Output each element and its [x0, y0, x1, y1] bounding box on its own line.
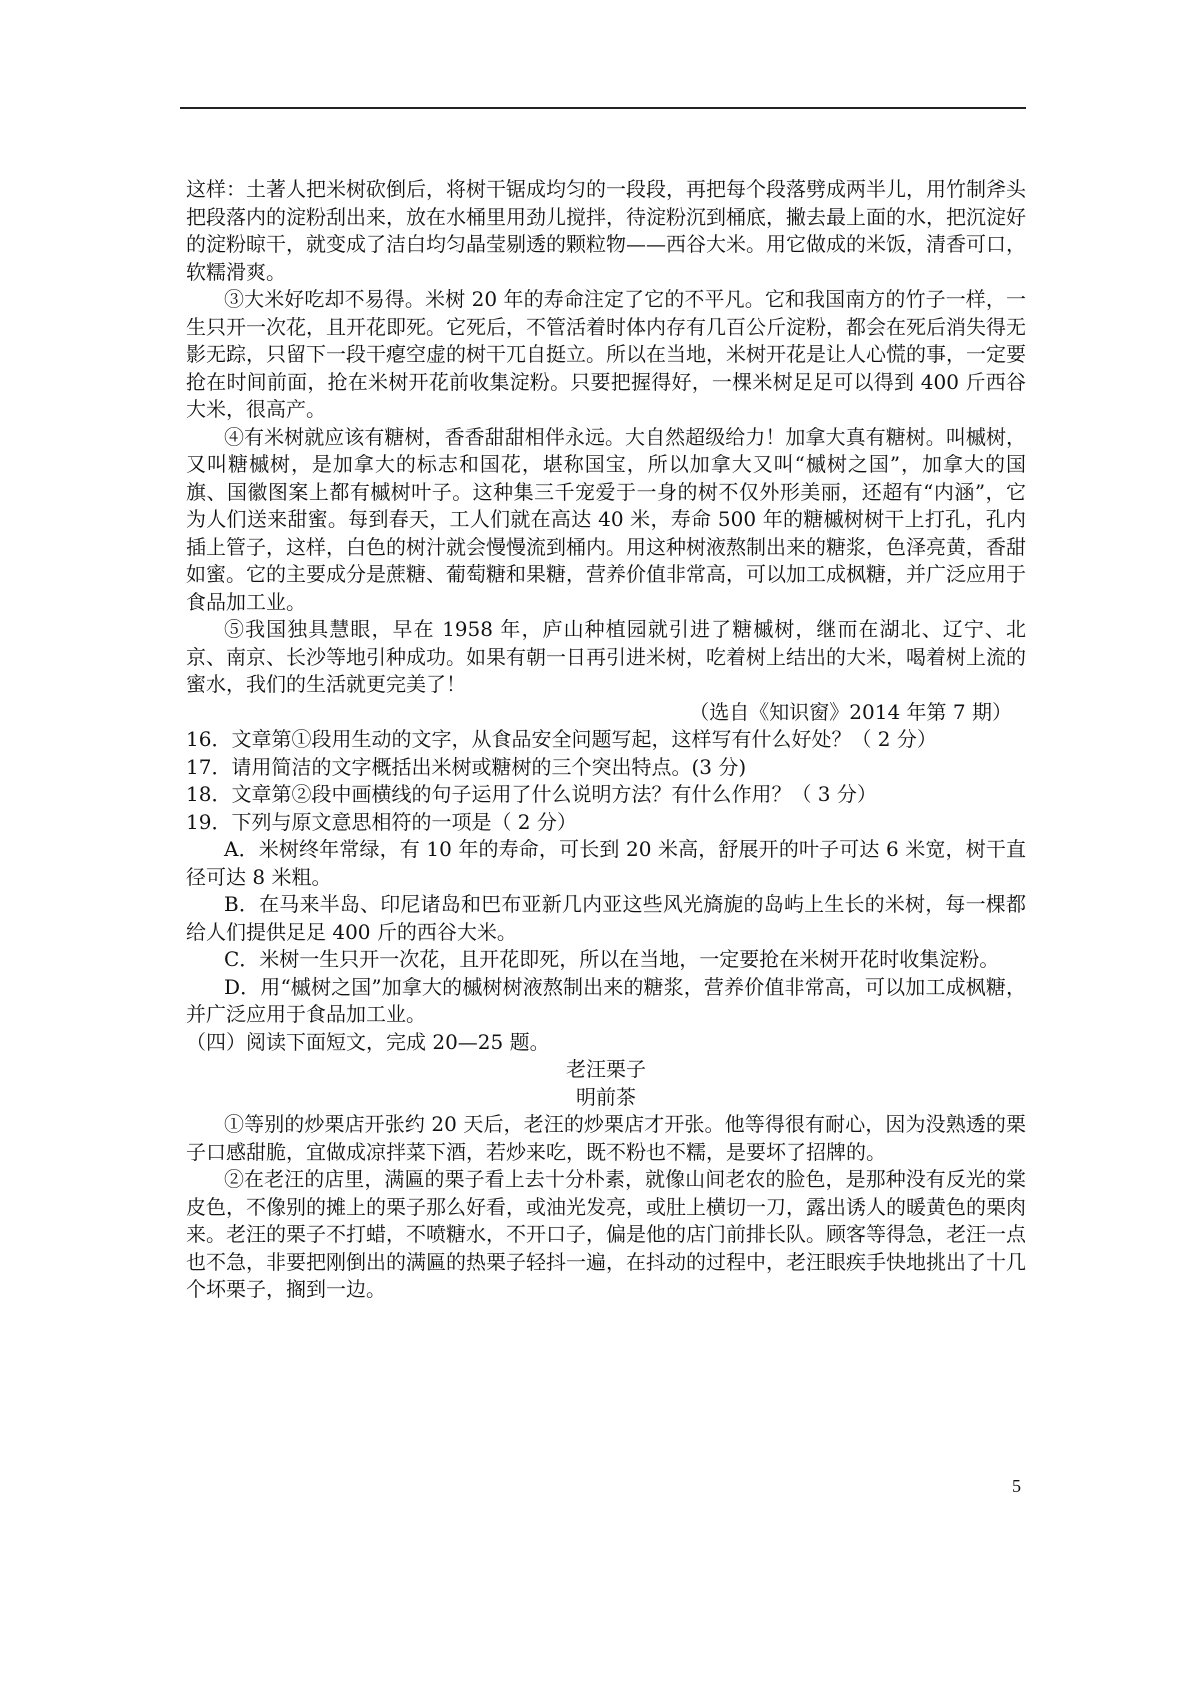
question-17: 17．请用简洁的文字概括出米树或糖树的三个突出特点。(3 分): [186, 754, 747, 779]
story-title: 老汪栗子: [566, 1057, 646, 1081]
article-paragraph-2-continued: 这样：土著人把米树砍倒后，将树干锯成均匀的一段段，再把每个段落劈成两半儿，用竹制斧头把段落内的淀粉刮出来，放在水桶里用劲儿搅拌，待淀粉沉到桶底，撇去最上面的水，把沉淀好的淀粉晾干，就变成了洁白均匀晶莹剔透的颗粒物——西谷大米。用它做成的米饭，清香可口，软糯滑爽。: [186, 177, 1026, 284]
question-16: 16．文章第①段用生动的文字，从食品安全问题写起，这样写有什么好处？（ 2 分）: [186, 727, 937, 751]
section-4-heading: （四）阅读下面短文，完成 20—25 题。: [186, 1029, 550, 1054]
page-body: [186, 176, 1026, 1304]
question-19: 19．下列与原文意思相符的一项是（ 2 分）: [186, 809, 577, 834]
page-number: 5: [1012, 1476, 1021, 1496]
question-19-option-c: C．米树一生只开一次花，且开花即死，所以在当地，一定要抢在米树开花时收集淀粉。: [224, 947, 1000, 971]
article-source: （选自《知识窗》2014 年第 7 期）: [689, 699, 1012, 724]
article-paragraph-4: ④有米树就应该有糖树，香香甜甜相伴永远。大自然超级给力！加拿大真有糖树。叫槭树，又叫糖槭树，是加拿大的标志和国花，堪称国宝，所以加拿大又叫“槭树之国”，加拿大的国旗、国徽图案上都有槭树叶子。这种集三千宠爱于一身的树不仅外形美丽，还超有“内涵”，它为人们送来甜蜜。每到春天，工人们就在高达 40 米，寿命 500 年的糖槭树树干上打孔，孔内插上管子，这样，白色的树汁就会慢慢流到桶内。用这种树液熬制出来的糖浆，色泽亮黄，香甜如蜜。它的主要成分是蔗糖、葡萄糖和果糖，营养价值非常高，可以加工成枫糖，并广泛应用于食品加工业。: [186, 424, 1026, 614]
article-paragraph-5: ⑤我国独具慧眼，早在 1958 年，庐山种植园就引进了糖槭树，继而在湖北、辽宁、北京、南京、长沙等地引种成功。如果有朝一日再引进米树，吃着树上结出的大米，喝着树上流的蜜水，我们的生活就更完美了！: [186, 617, 1026, 696]
story-paragraph-1: ①等别的炒栗店开张约 20 天后，老汪的炒栗店才开张。他等得很有耐心，因为没熟透的栗子口感甜脆，宜做成凉拌菜下酒，若炒来吃，既不粉也不糯，是要坏了招牌的。: [186, 1112, 1026, 1164]
story-author: 明前茶: [576, 1084, 636, 1109]
story-paragraph-2: ②在老汪的店里，满匾的栗子看上去十分朴素，就像山间老农的脸色，是那种没有反光的棠皮色，不像别的摊上的栗子那么好看，或油光发亮，或肚上横切一刀，露出诱人的暖黄色的栗肉来。老汪的栗子不打蜡，不喷糖水，不开口子，偏是他的店门前排长队。顾客等得急，老汪一点也不急，非要把刚倒出的满匾的热栗子轻抖一遍，在抖动的过程中，老汪眼疾手快地挑出了十几个坏栗子，搁到一边。: [186, 1167, 1026, 1301]
question-18: 18．文章第②段中画横线的句子运用了什么说明方法？有什么作用？（ 3 分）: [186, 782, 877, 806]
header-rule: [180, 107, 1026, 109]
question-19-option-a: A．米树终年常绿，有 10 年的寿命，可长到 20 米高，舒展开的叶子可达 6 米宽，树干直径可达 8 米粗。: [186, 837, 1026, 889]
article-paragraph-3: ③大米好吃却不易得。米树 20 年的寿命注定了它的不平凡。它和我国南方的竹子一样，一生只开一次花，且开花即死。它死后，不管活着时体内存有几百公斤淀粉，都会在死后消失得无影无踪，只留下一段干瘪空虚的树干兀自挺立。所以在当地，米树开花是让人心慌的事，一定要抢在时间前面，抢在米树开花前收集淀粉。只要把握得好，一棵米树足足可以得到 400 斤西谷大米，很高产。: [186, 287, 1026, 421]
question-19-option-d: D．用“槭树之国”加拿大的槭树树液熬制出来的糖浆，营养价值非常高，可以加工成枫糖，并广泛应用于食品加工业。: [186, 974, 1026, 1026]
question-19-option-b: B．在马来半岛、印尼诸岛和巴布亚新几内亚这些风光旖旎的岛屿上生长的米树，每一棵都给人们提供足足 400 斤的西谷大米。: [186, 892, 1026, 944]
